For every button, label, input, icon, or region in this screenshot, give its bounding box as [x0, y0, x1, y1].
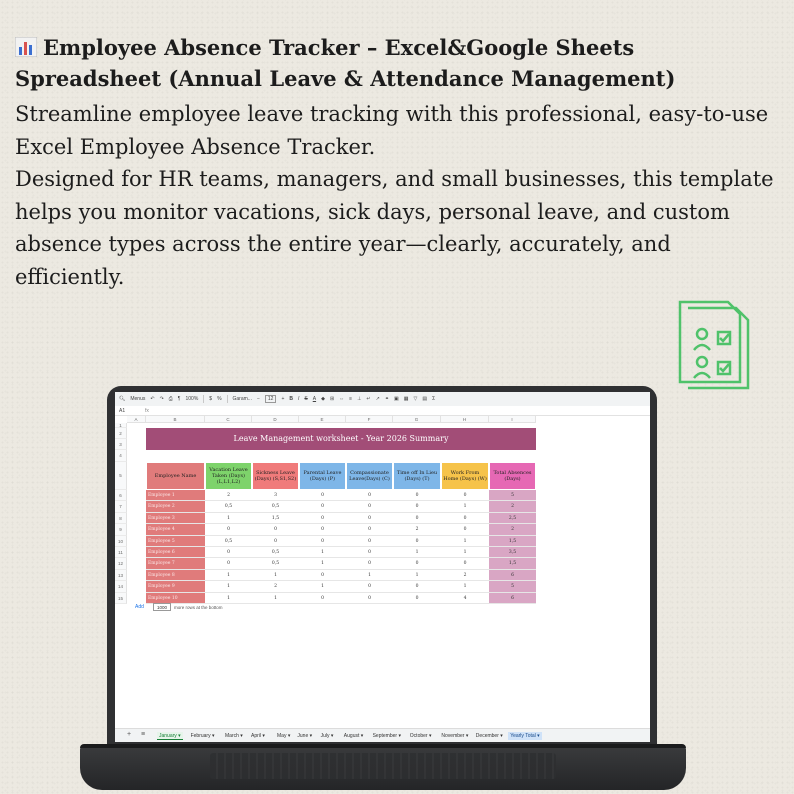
row-header[interactable]: 9	[115, 524, 127, 536]
sheet-tab-bar	[115, 728, 650, 742]
paint-format-icon[interactable]: ¶	[177, 396, 181, 402]
bar-chart-icon	[15, 37, 37, 57]
total-absences-cell[interactable]: 2	[489, 524, 536, 535]
laptop-keyboard-grille	[210, 753, 556, 779]
leave-value-cell[interactable]: 0	[441, 524, 489, 535]
employee-name-cell[interactable]: Employee 2	[146, 501, 205, 512]
menus-button[interactable]: Menus	[130, 396, 146, 402]
leave-value-cell[interactable]: 1	[346, 570, 393, 581]
sheet-title: Leave Management worksheet - Year 2026 Summary	[146, 428, 536, 450]
leave-value-cell[interactable]: 1	[393, 547, 441, 558]
leave-value-cell[interactable]: 1	[441, 581, 489, 592]
leave-value-cell[interactable]: 0	[346, 501, 393, 512]
leave-value-cell[interactable]: 2	[252, 581, 299, 592]
employee-name-cell[interactable]: Employee 1	[146, 490, 205, 501]
column-header[interactable]: I	[489, 416, 536, 423]
leave-value-cell[interactable]: 0	[205, 558, 252, 569]
row-header[interactable]: 2	[115, 428, 127, 439]
employee-name-cell[interactable]: Employee 8	[146, 570, 205, 581]
search-icon[interactable]: 🔍︎	[119, 396, 126, 402]
leave-value-cell[interactable]: 0	[441, 558, 489, 569]
font-size-increase-icon[interactable]: +	[281, 396, 285, 402]
filter-icon[interactable]: ▽	[413, 396, 418, 402]
row-header[interactable]: 14	[115, 581, 127, 593]
leave-value-cell[interactable]: 0	[299, 513, 346, 524]
employee-name-cell[interactable]: Employee 5	[146, 536, 205, 547]
print-icon[interactable]: ⎙	[168, 396, 173, 402]
leave-value-cell[interactable]: 0	[346, 547, 393, 558]
row-header[interactable]: 10	[115, 536, 127, 547]
leave-value-cell[interactable]: 0,5	[252, 558, 299, 569]
leave-value-cell[interactable]: 1	[441, 501, 489, 512]
leave-value-cell[interactable]: 0	[252, 536, 299, 547]
leave-value-cell[interactable]: 0	[346, 581, 393, 592]
table-header-cell: Employee Name	[146, 462, 205, 490]
leave-value-cell[interactable]: 1	[205, 581, 252, 592]
table-header-cell: Total Absences (Days)	[489, 462, 536, 490]
leave-value-cell[interactable]: 0	[299, 490, 346, 501]
leave-value-cell[interactable]: 0	[393, 593, 441, 604]
undo-icon[interactable]: ↶	[150, 396, 155, 402]
row-header[interactable]: 8	[115, 513, 127, 524]
column-header[interactable]: D	[252, 416, 299, 423]
italic-icon[interactable]: I	[298, 396, 300, 402]
leave-value-cell[interactable]: 0	[299, 593, 346, 604]
sheet-tab-september[interactable]: September ▾	[372, 733, 401, 739]
headline	[15, 32, 785, 94]
sheet-tab-april[interactable]: April ▾	[251, 733, 265, 739]
leave-value-cell[interactable]: 0	[252, 524, 299, 535]
sheet-tab-may[interactable]: May ▾	[277, 733, 291, 739]
leave-value-cell[interactable]: 0	[346, 558, 393, 569]
table-header-cell: Time off In Lieu (Days) (T)	[393, 462, 441, 490]
leave-value-cell[interactable]: 0	[393, 558, 441, 569]
headline-title: Employee Absence Tracker – Excel&Google Sheets Spreadsheet (Annual Leave & Attendance Management)	[15, 35, 676, 91]
leave-value-cell[interactable]: 0	[346, 593, 393, 604]
leave-value-cell[interactable]: 0	[393, 536, 441, 547]
leave-value-cell[interactable]: 0	[205, 524, 252, 535]
row-header[interactable]: 3	[115, 439, 127, 450]
leave-value-cell[interactable]: 0	[346, 513, 393, 524]
leave-value-cell[interactable]: 0	[393, 490, 441, 501]
leave-value-cell[interactable]: 0,5	[205, 501, 252, 512]
sheet-tab-yearly-total[interactable]: Yearly Total ▾	[510, 733, 540, 739]
currency-format-button[interactable]: $	[209, 396, 213, 402]
row-header[interactable]: 6	[115, 490, 127, 501]
row-header[interactable]: 4	[115, 450, 127, 462]
borders-icon[interactable]: ⊞	[329, 396, 335, 402]
total-absences-cell[interactable]: 5	[489, 581, 536, 592]
sheet-tab-march[interactable]: March ▾	[225, 733, 243, 739]
leave-value-cell[interactable]: 0	[299, 536, 346, 547]
sheet-tab-october[interactable]: October ▾	[409, 733, 432, 739]
employee-name-cell[interactable]: Employee 9	[146, 581, 205, 592]
row-header[interactable]: 13	[115, 570, 127, 581]
bold-icon[interactable]: B	[289, 396, 293, 402]
chart-icon[interactable]: ▦	[403, 396, 409, 402]
formula-bar	[115, 406, 650, 416]
column-header[interactable]: E	[299, 416, 346, 423]
checklist-document-icon	[676, 298, 752, 390]
comment-icon[interactable]: ▣	[394, 396, 399, 402]
employee-name-cell[interactable]: Employee 4	[146, 524, 205, 535]
table-header-cell: Parental Leave (Days) (P)	[299, 462, 346, 490]
leave-value-cell[interactable]: 0	[346, 490, 393, 501]
total-absences-cell[interactable]: 5	[489, 490, 536, 501]
fill-color-icon[interactable]: ◆	[321, 396, 325, 402]
sheet-tab-january[interactable]: January ▾	[159, 733, 181, 739]
column-header[interactable]: C	[205, 416, 252, 423]
total-absences-cell[interactable]: 1,5	[489, 558, 536, 569]
align-icon[interactable]: ≡	[349, 396, 353, 402]
view-icon[interactable]: ▤	[422, 396, 428, 402]
sheet-tab-july[interactable]: July ▾	[320, 733, 334, 739]
employee-name-cell[interactable]: Employee 3	[146, 513, 205, 524]
leave-value-cell[interactable]: 0	[393, 513, 441, 524]
leave-value-cell[interactable]: 1	[205, 570, 252, 581]
add-rows-count-input[interactable]: 1000	[153, 603, 171, 611]
total-absences-cell[interactable]: 1,5	[489, 536, 536, 547]
sheet-tab-june[interactable]: June ▾	[297, 733, 313, 739]
percent-format-button[interactable]: %	[217, 396, 222, 402]
text-color-icon[interactable]: A	[312, 396, 317, 402]
leave-value-cell[interactable]: 1	[252, 593, 299, 604]
leave-value-cell[interactable]: 1	[441, 536, 489, 547]
leave-value-cell[interactable]: 0	[393, 501, 441, 512]
leave-value-cell[interactable]: 1	[252, 570, 299, 581]
leave-value-cell[interactable]: 0	[393, 581, 441, 592]
leave-value-cell[interactable]: 0	[346, 536, 393, 547]
laptop-base	[80, 744, 686, 790]
description: Streamline employee leave tracking with this professional, easy-to-use Excel Employee Absence Tracker. Designed for HR teams, managers, and small businesses, this template helps you monitor vacations, sick days, personal leave, and custom absence types across the entire year—clearly, accurately, and efficiently.	[15, 102, 774, 289]
table-header-cell: Compassionate Leave(Days) (C)	[346, 462, 393, 490]
fx-icon: fx	[145, 408, 149, 414]
table-header-cell: Vacation Leave Taken (Days) (L,L1,L2)	[205, 462, 252, 490]
sheet-tab-november[interactable]: November ▾	[441, 733, 469, 739]
column-header[interactable]: A	[127, 416, 146, 423]
row-header[interactable]: 7	[115, 501, 127, 513]
employee-name-cell[interactable]: Employee 10	[146, 593, 205, 604]
leave-value-cell[interactable]: 4	[441, 593, 489, 604]
leave-value-cell[interactable]: 0	[441, 513, 489, 524]
sheet-tab-august[interactable]: August ▾	[343, 733, 364, 739]
laptop-hinge	[80, 744, 686, 748]
leave-value-cell[interactable]: 1	[205, 513, 252, 524]
leave-value-cell[interactable]: 1	[299, 547, 346, 558]
row-header[interactable]: 5	[115, 462, 127, 490]
total-absences-cell[interactable]: 3,5	[489, 547, 536, 558]
row-header[interactable]: 1	[115, 423, 127, 428]
leave-value-cell[interactable]: 2	[205, 490, 252, 501]
leave-value-cell[interactable]: 2	[393, 524, 441, 535]
toolbar-divider	[203, 395, 204, 403]
leave-value-cell[interactable]: 1	[441, 547, 489, 558]
sheet-tab-december[interactable]: December ▾	[475, 733, 503, 739]
total-absences-cell[interactable]: 2	[489, 501, 536, 512]
wrap-icon[interactable]: ↵	[366, 396, 371, 402]
link-icon[interactable]: ⚭	[384, 396, 390, 402]
valign-icon[interactable]: ⊥	[357, 396, 362, 402]
all-sheets-icon[interactable]: ≡	[141, 731, 146, 738]
leave-value-cell[interactable]: 1	[299, 581, 346, 592]
add-sheet-icon[interactable]: +	[127, 731, 132, 738]
zoom-select[interactable]: 100%	[185, 396, 199, 402]
rotate-icon[interactable]: ↗	[375, 396, 380, 402]
leave-value-cell[interactable]: 1,5	[252, 513, 299, 524]
row-header[interactable]: 15	[115, 593, 127, 604]
toolbar-divider	[227, 395, 228, 403]
leave-value-cell[interactable]: 0	[441, 490, 489, 501]
leave-value-cell[interactable]: 0,5	[252, 501, 299, 512]
row-header[interactable]: 12	[115, 558, 127, 570]
font-size-decrease-icon[interactable]: −	[256, 396, 260, 402]
table-header-cell: Sickness Leave (Days) (S,S1,S2)	[252, 462, 299, 490]
leave-value-cell[interactable]: 0,5	[205, 536, 252, 547]
spreadsheet-screen	[115, 392, 650, 742]
merge-cells-icon[interactable]: ⇔	[339, 396, 345, 402]
leave-value-cell[interactable]: 0	[205, 547, 252, 558]
leave-value-cell[interactable]: 0	[299, 524, 346, 535]
table-header-cell: Work From Home (Days) (W)	[441, 462, 489, 490]
leave-value-cell[interactable]: 1	[393, 570, 441, 581]
sheet-tab-february[interactable]: February ▾	[190, 733, 215, 739]
total-absences-cell[interactable]: 6	[489, 570, 536, 581]
sheets-toolbar	[115, 392, 650, 406]
column-header[interactable]: F	[346, 416, 393, 423]
functions-icon[interactable]: Σ	[432, 396, 436, 402]
leave-value-cell[interactable]: 0	[346, 524, 393, 535]
leave-value-cell[interactable]: 1	[205, 593, 252, 604]
leave-value-cell[interactable]: 3	[252, 490, 299, 501]
font-select[interactable]: Garam...	[232, 396, 252, 402]
column-header[interactable]: G	[393, 416, 441, 423]
add-rows-label: more rows at the bottom	[174, 605, 223, 610]
column-header[interactable]: B	[146, 416, 205, 423]
cell-reference[interactable]: A1	[119, 408, 126, 414]
strikethrough-icon[interactable]: S	[304, 396, 308, 402]
leave-value-cell[interactable]: 0	[299, 501, 346, 512]
add-rows-button[interactable]: Add	[135, 604, 144, 610]
employee-name-cell[interactable]: Employee 7	[146, 558, 205, 569]
leave-value-cell[interactable]: 1	[299, 558, 346, 569]
redo-icon[interactable]: ↷	[159, 396, 164, 402]
employee-name-cell[interactable]: Employee 6	[146, 547, 205, 558]
leave-value-cell[interactable]: 0	[299, 570, 346, 581]
total-absences-cell[interactable]: 2,5	[489, 513, 536, 524]
font-size-input[interactable]: 12	[265, 395, 277, 403]
column-header[interactable]: H	[441, 416, 489, 423]
row-header[interactable]: 11	[115, 547, 127, 558]
leave-value-cell[interactable]: 2	[441, 570, 489, 581]
leave-value-cell[interactable]: 0,5	[252, 547, 299, 558]
total-absences-cell[interactable]: 6	[489, 593, 536, 604]
